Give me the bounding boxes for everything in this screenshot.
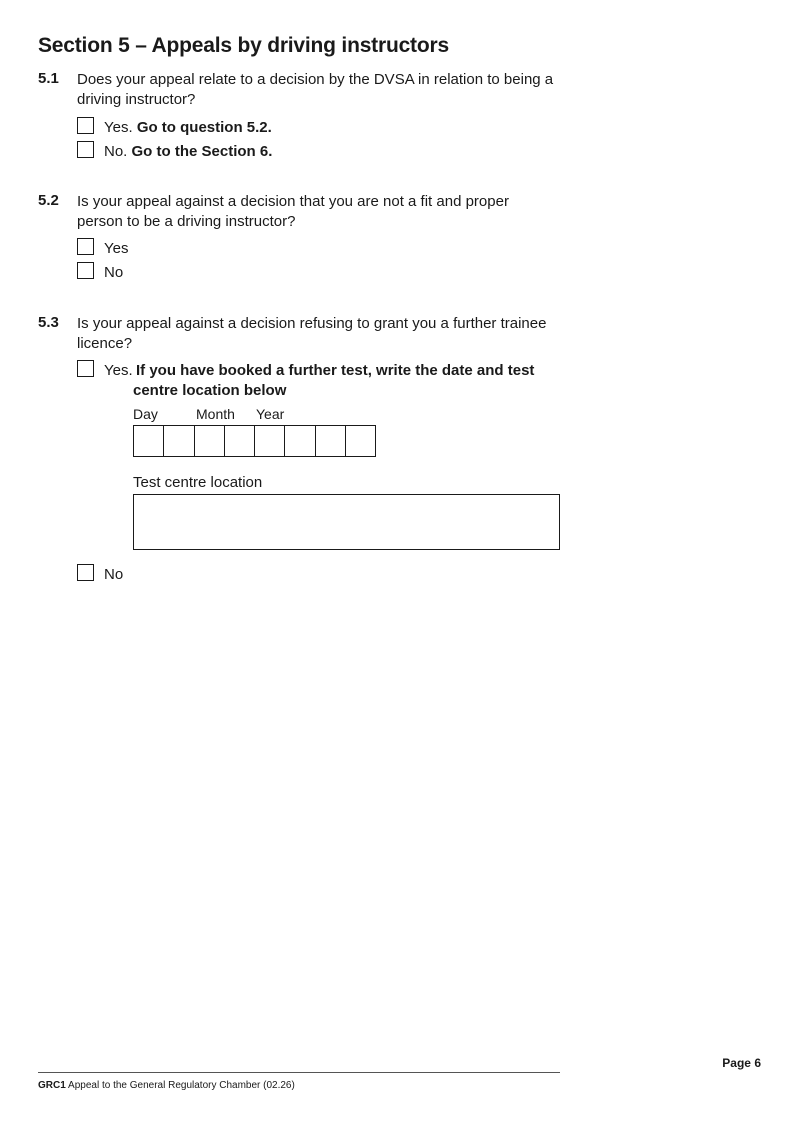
date-label-month: Month [196,406,235,422]
footer-divider [38,1072,560,1073]
date-month-digit-1[interactable] [195,426,225,456]
checkbox-5-2-no[interactable] [77,262,94,279]
date-year-digit-2[interactable] [285,426,315,456]
footer-text [38,1080,295,1091]
date-label-day: Day [133,406,158,422]
form-title: Appeal to the General Regulatory Chamber (02.26) [68,1080,295,1091]
test-centre-location-field[interactable] [133,494,560,550]
question-number-5-1: 5.1 [38,70,59,87]
date-label-year: Year [256,406,285,422]
checkbox-5-1-no[interactable] [77,141,94,158]
page-number: Page 6 [722,1056,761,1070]
option-5-3-yes-label: Yes. [104,362,133,379]
checkbox-5-3-no[interactable] [77,564,94,581]
option-instruction: If you have booked a further test, write the date and test centre location below [133,362,535,399]
option-instruction: Go to the Section 6. [131,143,273,160]
option-5-3-yes-instruction [104,361,564,401]
option-label: No. [104,143,128,160]
question-number-5-2: 5.2 [38,192,59,209]
question-text-5-3: Is your appeal against a decision refusing to grant you a further trainee licence? [77,315,547,352]
date-day-digit-2[interactable] [164,426,194,456]
date-year-digit-3[interactable] [316,426,346,456]
option-5-2-yes: Yes [104,240,129,257]
date-input-grid [133,425,376,457]
date-day-digit-1[interactable] [134,426,164,456]
question-text-5-2: Is your appeal against a decision that you are not a fit and proper person to be a driving instructor? [77,193,509,230]
date-year-digit-1[interactable] [255,426,285,456]
test-centre-location-label: Test centre location [133,474,263,491]
checkbox-5-1-yes[interactable] [77,117,94,134]
question-text-5-1: Does your appeal relate to a decision by the DVSA in relation to being a driving instructor? [77,71,554,108]
checkbox-5-2-yes[interactable] [77,238,94,255]
form-code: GRC1 [38,1080,66,1091]
option-5-2-no: No [104,264,124,281]
option-instruction: Go to question 5.2. [136,119,272,136]
option-5-1-no [104,142,272,162]
date-month-digit-2[interactable] [225,426,255,456]
question-number-5-3: 5.3 [38,314,59,331]
section-title: Section 5 – Appeals by driving instructors [38,34,449,57]
option-label: Yes. [104,119,133,136]
option-5-3-no: No [104,566,124,583]
option-5-1-yes [104,118,272,138]
checkbox-5-3-yes[interactable] [77,360,94,377]
date-year-digit-4[interactable] [346,426,375,456]
